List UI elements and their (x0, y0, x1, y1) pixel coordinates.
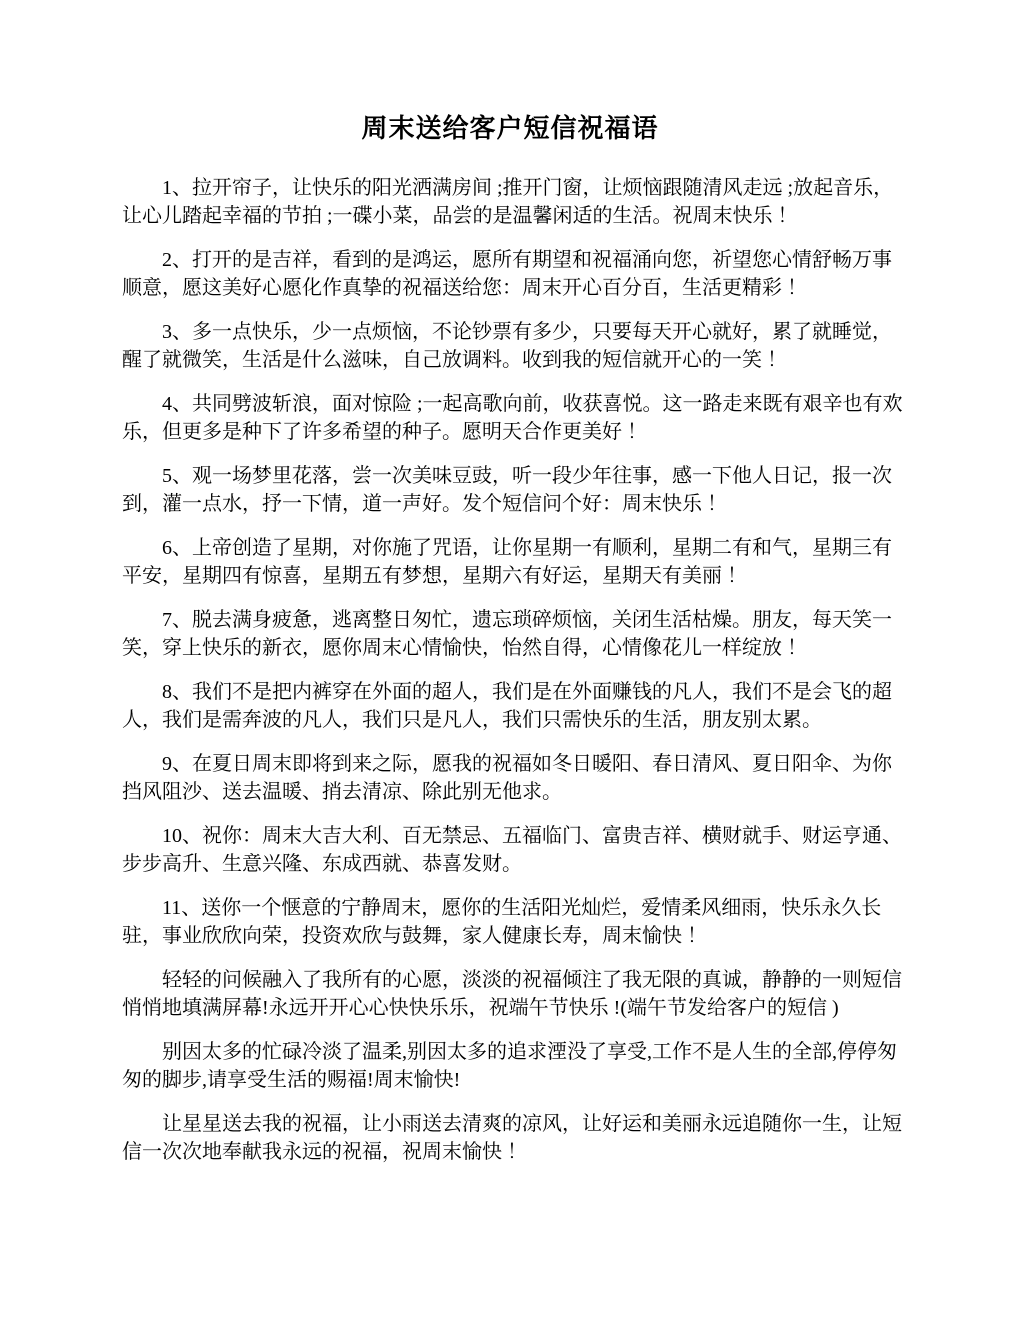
paragraph: 4、共同劈波斩浪，面对惊险 ;一起高歌向前，收获喜悦。这一路走来既有艰辛也有欢乐，但更多是种下了许多希望的种子。愿明天合作更美好 ！ (122, 393, 903, 443)
paragraph: 3、多一点快乐，少一点烦恼，不论钞票有多少，只要每天开心就好，累了就睡觉，醒了就微笑，生活是什么滋味，自己放调料。收到我的短信就开心的一笑 ！ (122, 321, 892, 371)
paragraph: 让星星送去我的祝福，让小雨送去清爽的凉风，让好运和美丽永远追随你一生，让短信一次次地奉献我永远的祝福，祝周末愉快 ！ (122, 1113, 902, 1163)
paragraph: 2、打开的是吉祥，看到的是鸿运，愿所有期望和祝福涌向您，祈望您心情舒畅万事顺意，愿这美好心愿化作真挚的祝福送给您：周末开心百分百，生活更精彩 ！ (122, 249, 892, 299)
paragraph: 别因太多的忙碌冷淡了温柔,别因太多的追求湮没了享受,工作不是人生的全部,停停匆匆的脚步,请享受生活的赐福!周末愉快! (122, 1041, 897, 1091)
paragraph: 6、上帝创造了星期，对你施了咒语，让你星期一有顺利，星期二有和气，星期三有平安，星期四有惊喜，星期五有梦想，星期六有好运，星期天有美丽 ！ (122, 537, 892, 587)
paragraph: 8、我们不是把内裤穿在外面的超人，我们是在外面赚钱的凡人，我们不是会飞的超人，我们是需奔波的凡人，我们只是凡人，我们只需快乐的生活，朋友别太累。 (122, 681, 892, 731)
paragraph: 5、观一场梦里花落，尝一次美味豆豉，听一段少年往事，感一下他人日记，报一次到，灌一点水，抒一下情，道一声好。发个短信问个好：周末快乐 ！ (122, 465, 892, 515)
paragraph: 1、拉开帘子，让快乐的阳光洒满房间 ;推开门窗，让烦恼跟随清风走远 ;放起音乐，让心儿踏起幸福的节拍 ;一碟小菜，品尝的是温馨闲适的生活。祝周末快乐 ！ (122, 177, 894, 227)
paragraph: 10、祝你：周末大吉大利、百无禁忌、五福临门、富贵吉祥、横财就手、财运亨通、步步高升、生意兴隆、东成西就、恭喜发财。 (122, 825, 902, 875)
document-title: 周末送给客户短信祝福语 (361, 114, 659, 143)
document-body (122, 174, 904, 1166)
paragraph: 9、在夏日周末即将到来之际，愿我的祝福如冬日暖阳、春日清风、夏日阳伞、为你挡风阻沙、送去温暖、捎去清凉、除此别无他求。 (122, 753, 892, 803)
paragraph: 轻轻的问候融入了我所有的心愿，淡淡的祝福倾注了我无限的真诚，静静的一则短信悄悄地填满屏幕!永远开开心心快快乐乐，祝端午节快乐 !(端午节发给客户的短信 ) (122, 969, 902, 1019)
paragraph: 11、送你一个惬意的宁静周末，愿你的生活阳光灿烂，爱情柔风细雨，快乐永久长驻，事业欣欣向荣，投资欢欣与鼓舞，家人健康长寿，周末愉快 ！ (122, 897, 882, 947)
paragraph: 7、脱去满身疲惫，逃离整日匆忙，遗忘琐碎烦恼，关闭生活枯燥。朋友，每天笑一笑，穿上快乐的新衣，愿你周末心情愉快，怡然自得，心情像花儿一样绽放 ！ (122, 609, 892, 659)
